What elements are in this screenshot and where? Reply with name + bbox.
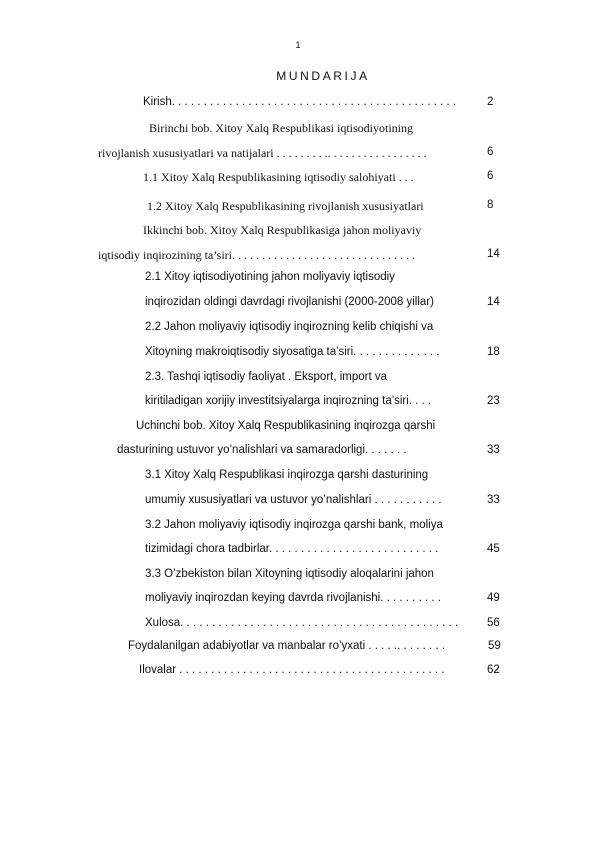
toc-entry-chapter-2: Ikkinchi bob. Xitoy Xalq Respublikasiga jahon moliyaviy bbox=[143, 223, 422, 237]
toc-entry-3-2: 3.2 Jahon moliyaviy iqtisodiy inqirozga qarshi bank, moliya bbox=[145, 519, 443, 531]
toc-entry-chapter-1-cont: rivojlanish xususiyatlari va natijalari . . . . . . . . .. . . . . . . . . . . . . . . . . bbox=[98, 146, 427, 160]
toc-page-number: 18 bbox=[487, 346, 500, 358]
toc-page-number: 14 bbox=[487, 296, 500, 308]
toc-entry-3-1: 3.1 Xitoy Xalq Respublikasi inqirozga qarshi dasturining bbox=[145, 469, 429, 481]
toc-page-number: 23 bbox=[487, 395, 500, 407]
toc-page-number: 56 bbox=[487, 617, 500, 629]
toc-entry-2-3-cont: kiritiladigan xorijiy investitsiyalarga inqirozning ta’siri. . . . bbox=[145, 395, 432, 407]
toc-entry-2-1-cont: inqirozidan oldingi davrdagi rivojlanishi (2000-2008 yillar) bbox=[145, 296, 434, 308]
toc-page-number: 33 bbox=[487, 444, 500, 456]
toc-entry-3-2-cont: tizimidagi chora tadbirlar. . . . . . . . . . . . . . . . . . . . . . . . . . . bbox=[145, 543, 439, 555]
toc-entry-chapter-3: Uchinchi bob. Xitoy Xalq Respublikasining inqirozga qarshi bbox=[136, 420, 436, 432]
toc-page-number: 62 bbox=[487, 664, 500, 676]
toc-page-number: 6 bbox=[487, 170, 494, 182]
toc-page-number: 2 bbox=[487, 96, 494, 108]
toc-entry-1-2: 1.2 Xitoy Xalq Respublikasining rivojlanish xususiyatlari bbox=[147, 199, 424, 213]
toc-entry-2-3: 2.3. Tashqi iqtisodiy faoliyat . Eksport, import va bbox=[145, 371, 388, 383]
toc-entry-1-1: 1.1 Xitoy Xalq Respublikasining iqtisodiy salohiyati . . . bbox=[143, 170, 414, 184]
toc-page-number: 45 bbox=[487, 543, 500, 555]
page-number: 1 bbox=[295, 40, 301, 50]
toc-entry-2-1: 2.1 Xitoy iqtisodiyotining jahon moliyaviy iqtisodiy bbox=[145, 271, 395, 283]
toc-entry-3-3: 3.3 O’zbekiston bilan Xitoyning iqtisodiy aloqalarini jahon bbox=[145, 568, 434, 580]
toc-entry-conclusion: Xulosa. . . . . . . . . . . . . . . . . . . . . . . . . . . . . . . . . . . . . . . . . . . . bbox=[145, 617, 459, 629]
toc-page-number: 6 bbox=[487, 146, 494, 158]
toc-entry-chapter-2-cont: iqtisodiy inqirozining ta’siri. . . . . . . . . . . . . . . . . . . . . . . . . . . . . . . bbox=[98, 248, 415, 262]
toc-page-number: 33 bbox=[487, 494, 500, 506]
toc-page-number: 49 bbox=[487, 592, 500, 604]
toc-entry-intro: Kirish. . . . . . . . . . . . . . . . . . . . . . . . . . . . . . . . . . . . . . . . . . . . . bbox=[143, 96, 457, 108]
toc-page-number: 14 bbox=[487, 248, 500, 260]
toc-entry-chapter-3-cont: dasturining ustuvor yo’nalishlari va samaradorligi. . . . . . . bbox=[117, 444, 407, 456]
toc-entry-appendices: Ilovalar . . . . . . . . . . . . . . . . . . . . . . . . . . . . . . . . . . . . . . . . . . bbox=[139, 664, 445, 676]
toc-entry-2-2-cont: Xitoyning makroiqtisodiy siyosatiga ta’siri. . . . . . . . . . . . . . bbox=[145, 346, 440, 358]
toc-entry-3-1-cont: umumiy xususiyatlari va ustuvor yo’nalishlari . . . . . . . . . . . bbox=[145, 494, 442, 506]
toc-page-number: 59 bbox=[488, 640, 501, 652]
toc-page-number: 8 bbox=[487, 199, 494, 211]
toc-entry-2-2: 2.2 Jahon moliyaviy iqtisodiy inqirozning kelib chiqishi va bbox=[145, 321, 434, 333]
toc-entry-chapter-1: Birinchi bob. Xitoy Xalq Respublikasi iqtisodiyotining bbox=[149, 121, 413, 135]
toc-entry-references: Foydalanilgan adabiyotlar va manbalar ro’yxati . . . . .. . . . . . . . bbox=[128, 640, 446, 652]
toc-entry-3-3-cont: moliyaviy inqirozdan keying davrda rivojlanishi. . . . . . . . . . bbox=[145, 592, 441, 604]
page-title: MUNDARIJA bbox=[276, 69, 370, 83]
